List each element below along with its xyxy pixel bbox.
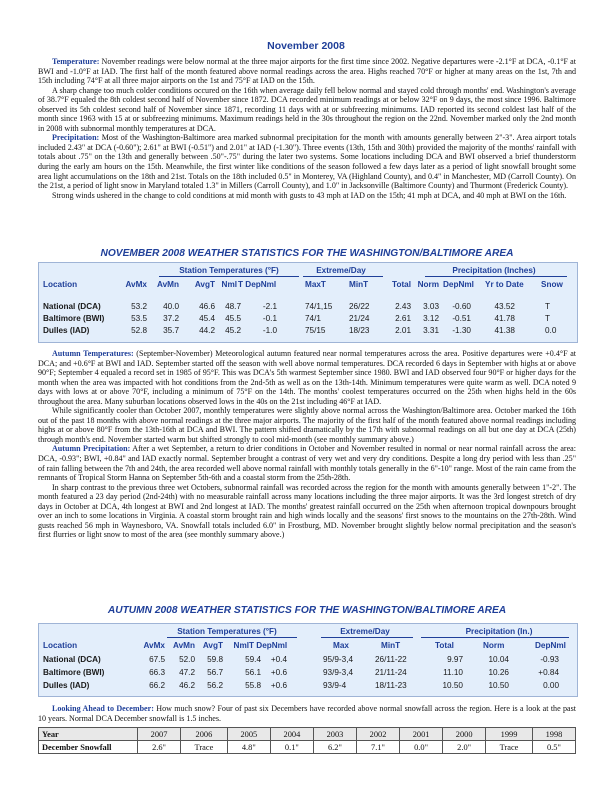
page-title: November 2008 xyxy=(267,40,345,52)
col-header: Snow xyxy=(541,280,563,289)
group-rule xyxy=(425,276,567,277)
group-rule xyxy=(303,276,383,277)
temperature-paragraph: Temperature: November readings were below normal at the three major airports for the first time since 2002. Negative departures were -2.1°F at DCA, -0.1°F at BWI and -1.0°F at IAD. The first half of the month featured above normal readings across the area. Highs reached 70°F or higher at many areas on the 1st, 7th and 15th including 74°F at all three major airports on the 1st and 75°F at IAD on the 15th. xyxy=(38,57,576,86)
wind-paragraph: Strong winds ushered in the change to cold conditions at mid month with gusts to 43 mph at IAD on the 15th; 41 mph at DCA, and 40 mph at BWI on the 16th. xyxy=(52,190,567,200)
col-header: Location xyxy=(43,280,78,289)
autumn-temp-heading: Autumn Temperatures: xyxy=(52,349,134,358)
col-header: T DepNml xyxy=(238,280,277,289)
precipitation-heading: Precipitation: xyxy=(52,133,100,143)
col-header: Nml xyxy=(233,641,249,650)
col-header: Norm xyxy=(417,280,439,289)
col-header: MinT xyxy=(381,641,401,650)
november-summary xyxy=(38,57,576,200)
group-rule xyxy=(321,637,413,638)
col-header: AvgT xyxy=(202,641,223,650)
autumn-precip-paragraph-2: In sharp contrast to the previous three wet Octobers, subnormal rainfall was recorded across the region for the month with amounts generally between 1"-2". The month featured a 23 day period (2nd-24th) with no measurable rainfall across many locations including the three major airports. It was the 3rd longest stretch of dry days in October at DCA, 4th longest at BWI and 2nd longest at IAD. The months' greatest rainfall occurred on the 25th when afternoon tropical downpours brought over an inch to some locations in Virginia. A coastal storm brought rain and high winds locally and the seasons' first snows to the mountains on the 27th-28th. Wind gusts reached 56 mph in Waynesboro, VA. Snowfall totals included 6.0" in Frostburg, MD. November brought slightly below normal precipitation and the season's first flurries or light snow to most of the area (see monthly summary above.) xyxy=(38,482,576,540)
november-stats-table: Station Temperatures (°F) Extreme/Day Precipitation (Inches) Location AvMx AvMn AvgT Nml T DepNml MaxT MinT Total Norm DepNml Yr to Date Snow National (DCA) 53.2 40.0 46.6 48.7 -2.1 74/1,15 26/22 2.43 3.03 -0.60 43.52 T Baltimore (BWI) 53.5 37.2 45.4 45.5 -0.1 74/1 21/24 2.61 3.12 -0.51 41.78 T Dulles (IAD) 52.8 35.7 44.2 45.2 -1.0 75/15 18/23 2.01 3.31 -1.30 41.38 0.0 xyxy=(38,262,578,343)
temperature-heading: Temperature: xyxy=(52,57,100,66)
group-header-precip: Precipitation (In.) xyxy=(465,627,533,636)
col-header: Total xyxy=(435,641,454,650)
table-row: December Snowfall 2.6" Trace 4.8" 0.1" 6.2" 7.1" 0.0" 2.0" Trace 0.5" xyxy=(39,741,576,754)
table-row: Year 2007 2006 2005 2004 2003 2002 2001 2000 1999 1998 xyxy=(39,728,576,741)
col-header: Nml xyxy=(221,280,237,289)
autumn-stats-table: Station Temperatures (°F) Extreme/Day Precipitation (In.) Location AvMx AvMn AvgT Nml T DepNml Max MinT Total Norm DepNml National (DCA) 67.5 52.0 59.8 59.4 +0.4 95/9-3,4 26/11-22 9.97 10.04 -0.93 Baltimore (BWI) 66.3 47.2 56.7 56.1 +0.6 93/9-3,4 21/11-24 11.10 10.26 +0.84 Dulles (IAD) 66.2 46.2 56.2 55.8 +0.6 93/9-4 18/11-23 10.50 10.50 0.00 xyxy=(38,623,578,697)
col-header: DepNml xyxy=(535,641,566,650)
group-header-extreme: Extreme/Day xyxy=(340,627,390,636)
autumn-precip-heading: Autumn Precipitation: xyxy=(52,444,131,454)
col-header: MaxT xyxy=(305,280,326,289)
precipitation-paragraph: Precipitation: Most of the Washington-Baltimore area marked subnormal precipitation for the month with amounts generally between 2"-3". Area airport totals included 2.43" at DCA (-0.60"); 2.61" at BWI (-0.51") and 2.01" at IAD (-1.30"). Three events (13th, 15th and 30th) provided the majority of the months' rainfall with totals about .75" on the 13th and generally between .50"-.75" during the later two systems. Some locations including DCA and BWI observed a brief thunderstorm during the early am hours on the 15th. Meanwhile, the first winter like conditions of the season followed a few days later as a period of light snowfall brought some area light accumulations on the 18th and 21st. Totals on the 18th included 0.5" in Monterey, VA (Highland County), and 0.4" in Manchester, MD (Carroll County). On the 21st, a period of light snow in Maryland totaled 1.3" in Millers (Carroll County), and 1.0" in Jacksonville (Baltimore County) and Thurmont (Frederick County). xyxy=(38,133,576,191)
snowfall-label: December Snowfall xyxy=(39,741,138,754)
col-header: DepNml xyxy=(443,280,474,289)
col-header: Total xyxy=(392,280,411,289)
group-rule xyxy=(159,276,299,277)
december-heading: Looking Ahead to December: xyxy=(52,704,154,713)
col-header: AvMn xyxy=(173,641,195,650)
temperature-paragraph-2: A sharp change too much colder conditions occured on the 16th when average daily fell below normal and stayed cold through months' end. Washington's average of 38.7°F equaled the 8th coldest second half of November since 1872. DCA recorded minimum readings at or below 32°F on 9 days, the most since 1996. Baltimore observed its 5th coldest second half of November since 1871, recording 11 days with at or subfreezing minimums. IAD reported its second coldest last half of the month since 1963 with 15 at or subfreezing minimums. Maximum readings held in the 30s throughout the region on the 22nd. November marked only the 2nd month in 2008 with subnormal monthly temperatures at DCA. xyxy=(38,85,576,133)
col-header: Location xyxy=(43,641,78,650)
col-header: MinT xyxy=(349,280,369,289)
col-header: Max xyxy=(333,641,349,650)
group-header-precip: Precipitation (Inches) xyxy=(452,266,536,275)
group-rule xyxy=(167,637,297,638)
november-stats-title: NOVEMBER 2008 WEATHER STATISTICS FOR THE WASHINGTON/BALTIMORE AREA xyxy=(100,248,514,259)
autumn-stats-title: AUTUMN 2008 WEATHER STATISTICS FOR THE WASHINGTON/BALTIMORE AREA xyxy=(107,605,507,616)
december-snowfall-table xyxy=(38,727,576,754)
col-header: AvMn xyxy=(157,280,179,289)
group-rule xyxy=(421,637,569,638)
autumn-summary xyxy=(38,349,576,540)
col-header: AvgT xyxy=(194,280,215,289)
col-header: AvMx xyxy=(125,280,147,289)
col-header: Yr to Date xyxy=(485,280,524,289)
year-label: Year xyxy=(39,728,138,741)
autumn-temp-paragraph: Autumn Temperatures: (September-November) Meteorological autumn featured near normal temperatures across the area. Positive departures were +0.4°F at DCA; and +0.6°F at BWI and IAD. September started off the season with well above normal temperatures. DCA recorded 6 days in September with highs at or above 90°F; September 4 equaled a record set in 1985 of 95°F. This was DCA's 5th warmest September since 1980. BWI and IAD observed four 90°F or higher days for the month when the area was impacted with hot conditions from the 2nd-5th as well as on the 13th-14th. Minimum temperatures were quite warm as well. DCA noted 9 days with lows at or above 70°F, including a minimum of 75°F on the 14th. The months' coolest temperatures occurred on the 25th when highs held in the 60s throughout the area. Many suburban locations observed lows in the 40s on the 21st including 46°F at IAD. xyxy=(38,349,577,406)
autumn-precip-paragraph: Autumn Precipitation: After a wet September, a return to drier conditions in October and November resulted in normal or near normal rainfall across the area: DCA, -0.93"; BWI, +0.84" and IAD exactly normal. September brought a contrast of very wet and very dry conditions. Despite a long dry period with less than .25" of rain falling between the 7th and 24th, the area recorded well above normal rainfall with monthly totals generally in the 6"-10" range. Most of the rain came from the remnants of Tropical Storm Hanna on September 5th-6th and a coastal storm from the 25th-28th. xyxy=(38,444,576,483)
group-header-extreme: Extreme/Day xyxy=(316,266,366,275)
col-header: Norm xyxy=(483,641,505,650)
col-header: AvMx xyxy=(143,641,165,650)
col-header: T DepNml xyxy=(249,641,288,650)
autumn-temp-paragraph-2: While significantly cooler than October 2007, monthly temperatures were slightly above normal across the Washington/Baltimore area. October marked the 16th out of the past 18 months with above normal readings at the three major airports. The majority of the first half of the month featured above normal readings including highs at or above 80°F from the 13th-16th at DCA and BWI. The pattern shifted dramatically by the 17th with subnormal readings on all but one day at DCA (25th) through month's end. November started warm but shifted strongly to cool mid-month (see monthly summary above.) xyxy=(38,406,576,444)
group-header-temperature: Station Temperatures (°F) xyxy=(177,627,277,636)
december-outlook xyxy=(38,704,576,723)
group-header-temperature: Station Temperatures (°F) xyxy=(179,266,279,275)
december-paragraph: Looking Ahead to December: How much snow? Four of past six Decembers have recorded above normal snowfall across the region. Here is a look at the past 10 years. Normal DCA December snowfall is 1.5 inches. xyxy=(38,704,576,723)
